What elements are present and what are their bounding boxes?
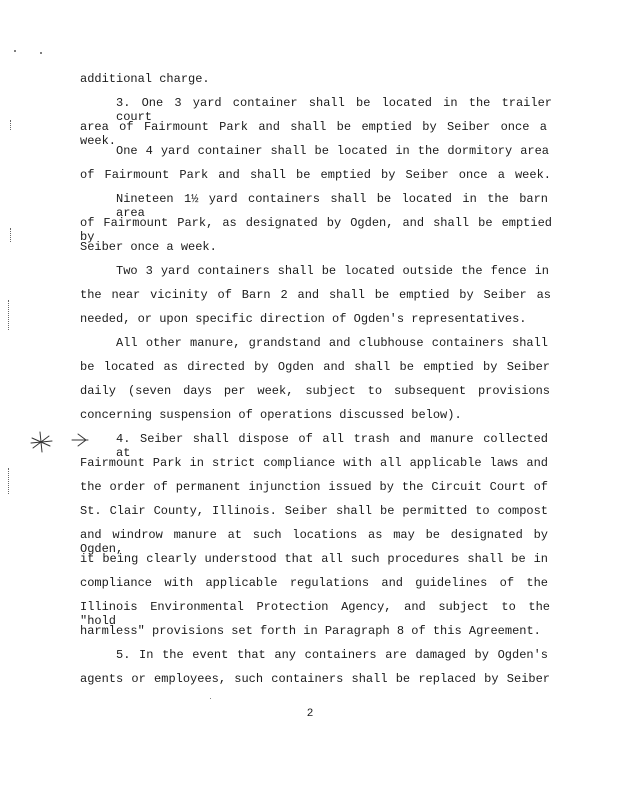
text-line: daily (seven days per week, subject to subsequent provisions [80,384,550,398]
handwritten-asterisk-arrow-icon [28,428,90,454]
text-line: 4. Seiber shall dispose of all trash and manure collected at [116,432,548,460]
scan-speck [14,50,16,52]
scan-dots [10,228,13,242]
text-line: 3. One 3 yard container shall be located in the trailer court [116,96,552,124]
text-line: Illinois Environmental Protection Agency, and subject to the "hold [80,600,550,628]
text-line: it being clearly understood that all such procedures shall be in [80,552,548,566]
scan-dots [10,120,13,130]
scan-dots [8,468,11,494]
text-line: agents or employees, such containers shall be replaced by Seiber [80,672,550,686]
text-line: area of Fairmount Park and shall be emptied by Seiber once a week. [80,120,547,148]
text-line: harmless" provisions set forth in Paragraph 8 of this Agreement. [80,624,541,638]
text-line: be located as directed by Ogden and shall be emptied by Seiber [80,360,550,374]
page-number: 2 [306,708,314,720]
scan-speck [40,52,42,54]
scan-speck [210,698,211,699]
text-line: Seiber once a week. [80,240,217,254]
text-line: Fairmount Park in strict compliance with all applicable laws and [80,456,548,470]
text-line: of Fairmount Park, as designated by Ogden, and shall be emptied by [80,216,552,244]
scan-dots [8,300,11,330]
text-line: concerning suspension of operations discussed below). [80,408,462,422]
text-line: additional charge. [80,72,210,86]
text-line: the order of permanent injunction issued by the Circuit Court of [80,480,548,494]
text-line: One 4 yard container shall be located in the dormitory area [116,144,549,158]
text-line: and windrow manure at such locations as may be designated by Ogden, [80,528,548,556]
text-line: the near vicinity of Barn 2 and shall be emptied by Seiber as [80,288,551,302]
text-line: St. Clair County, Illinois. Seiber shall be permitted to compost [80,504,548,518]
text-line: of Fairmount Park and shall be emptied by Seiber once a week. [80,168,551,182]
text-line: 5. In the event that any containers are damaged by Ogden's [116,648,548,662]
text-line: compliance with applicable regulations and guidelines of the [80,576,548,590]
text-line: needed, or upon specific direction of Ogden's representatives. [80,312,527,326]
text-line: Two 3 yard containers shall be located outside the fence in [116,264,549,278]
text-line: All other manure, grandstand and clubhouse containers shall [116,336,548,350]
text-line: Nineteen 1½ yard containers shall be located in the barn area [116,192,548,220]
